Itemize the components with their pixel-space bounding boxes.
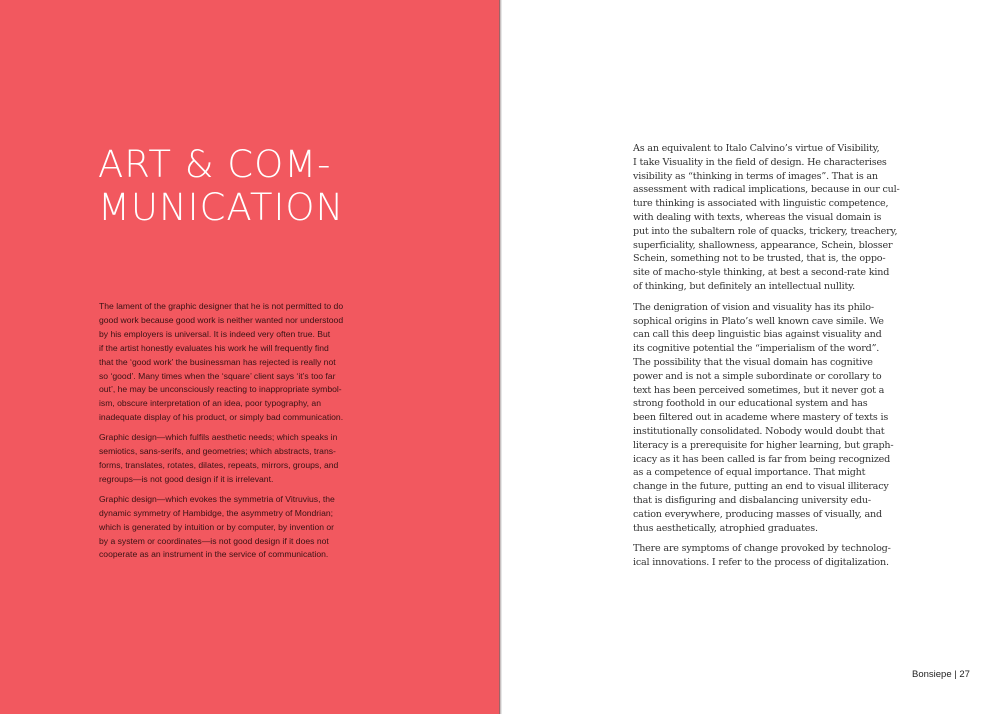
text-line: literacy is a prerequisite for higher learning, but graph- <box>633 439 894 451</box>
text-line: ture thinking is associated with linguistic competence, <box>633 198 889 210</box>
right-paragraph-3 <box>633 542 900 570</box>
text-line: power and is not a simple subordinate or corollary to <box>633 370 882 382</box>
text-line: There are symptoms of change provoked by technolog- <box>633 543 891 555</box>
text-line: been filtered out in academe where mastery of texts is <box>633 412 889 424</box>
chapter-title <box>98 143 344 229</box>
text-line: so ‘good’. Many times when the ‘square’ client says ‘it’s too far <box>99 370 336 381</box>
text-line: ism, obscure interpretation of an idea, poor typography, an <box>99 398 321 409</box>
text-line: superficiality, shallowness, appearance, Schein, blosser <box>633 239 893 251</box>
text-line: sophical origins in Plato’s well known cave simile. We <box>633 315 884 327</box>
text-line: if the artist honestly evaluates his work he will frequently find <box>99 342 329 353</box>
text-line: site of macho-style thinking, at best a second-rate kind <box>633 267 890 279</box>
text-line: Graphic design—which fulfils aesthetic needs; which speaks in <box>99 432 338 443</box>
text-line: as a competence of equal importance. That might <box>633 467 866 479</box>
left-body-column <box>99 300 343 568</box>
text-line: its cognitive potential the “imperialism of the word”. <box>633 343 880 355</box>
text-line: put into the subaltern role of quacks, trickery, treachery, <box>633 225 898 237</box>
text-line: with dealing with texts, whereas the visual domain is <box>633 211 882 223</box>
text-line: dynamic symmetry of Hambidge, the asymmetry of Mondrian; <box>99 507 334 518</box>
text-line: ical innovations. I refer to the process of digitalization. <box>633 557 889 569</box>
text-line: institutionally consolidated. Nobody would doubt that <box>633 425 885 437</box>
right-paragraph-2 <box>633 301 900 536</box>
text-line: by a system or coordinates—is not good design if it does not <box>99 535 329 546</box>
title-line: ART & COM- <box>98 143 332 186</box>
text-line: The lament of the graphic designer that he is not permitted to do <box>99 301 344 311</box>
right-paragraph-1 <box>633 142 900 294</box>
right-body-column <box>633 142 900 577</box>
text-line: As an equivalent to Italo Calvino’s virtue of Visibility, <box>633 143 880 154</box>
text-line: that the ‘good work’ the businessman has rejected is really not <box>99 356 336 367</box>
text-line: Graphic design—which evokes the symmetria of Vitruvius, the <box>99 493 335 504</box>
text-line: that is disfiguring and disbalancing university edu- <box>633 494 871 506</box>
text-line: inadequate display of his product, or simply bad communication. <box>99 412 344 423</box>
text-line: cation everywhere, producing masses of visually, and <box>633 508 882 520</box>
left-paragraph-1 <box>99 300 343 425</box>
text-line: The possibility that the visual domain has cognitive <box>633 356 873 368</box>
text-line: I take Visuality in the field of design. He characterises <box>633 156 887 168</box>
text-line: icacy as it has been called is far from being recognized <box>633 453 891 465</box>
text-line: which is generated by intuition or by computer, by invention or <box>99 521 335 532</box>
text-line: thus aesthetically, atrophied graduates. <box>633 522 818 534</box>
left-paragraph-3 <box>99 493 343 563</box>
text-line: regroups—is not good design if it is irrelevant. <box>99 473 274 484</box>
text-line: strong foothold in our educational system and has <box>633 398 868 410</box>
text-line: out’, he may be unconsciously reacting to inappropriate symbol- <box>99 384 342 395</box>
page-footer: Bonsiepe | 27 <box>912 669 970 680</box>
text-line: forms, translates, rotates, dilates, repeats, mirrors, groups, and <box>99 459 339 470</box>
text-line: semiotics, sans-serifs, and geometries; which abstracts, trans- <box>99 446 336 457</box>
title-line: MUNICATION <box>98 186 345 229</box>
text-line: text has been perceived sometimes, but it never got a <box>633 384 885 396</box>
text-line: visibility as “thinking in terms of images”. That is an <box>633 170 878 182</box>
text-line: Schein, something not to be trusted, that is, the oppo- <box>633 253 886 265</box>
text-line: by his employers is universal. It is indeed very often true. But <box>99 328 331 339</box>
text-line: assessment with radical implications, because in our cul- <box>633 184 900 196</box>
text-line: The denigration of vision and visuality has its philo- <box>633 301 874 313</box>
left-paragraph-2 <box>99 431 343 487</box>
text-line: of thinking, but definitely an intellectual nullity. <box>633 280 855 292</box>
text-line: can call this deep linguistic bias against visuality and <box>633 329 882 341</box>
text-line: good work because good work is neither wanted nor understood <box>99 314 344 325</box>
text-line: change in the future, putting an end to visual illiteracy <box>633 481 889 493</box>
text-line: cooperate as an instrument in the service of communication. <box>99 549 329 560</box>
